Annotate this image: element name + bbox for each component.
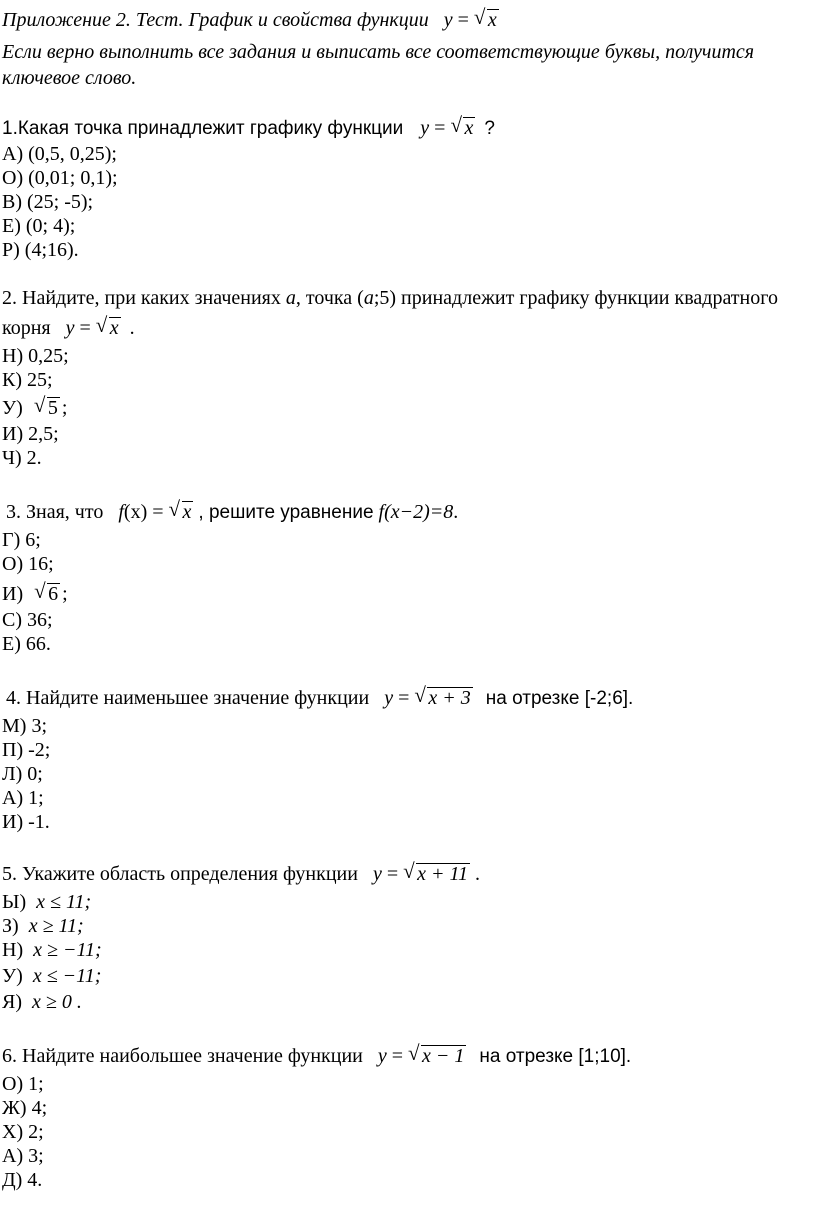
q1-option: Р) (4;16). — [2, 239, 79, 261]
intro-line-1: Если верно выполнить все задания и выписать все соответствующие буквы, получится — [2, 41, 755, 63]
q4-option: А) 1; — [2, 787, 44, 809]
sqrt-symbol: √ 5 — [33, 393, 58, 419]
q6-option: А) 3; — [2, 1145, 44, 1167]
q4-option: М) 3; — [2, 715, 47, 737]
q4-prompt: 4. Найдите наименьшее значение функции y = √ x + 3 на отрезке [-2;6]. — [6, 683, 634, 709]
q4-option: Л) 0; — [2, 763, 43, 785]
sqrt-symbol: √ x + 11 — [403, 859, 468, 885]
sqrt-symbol: √ x + 3 — [414, 683, 471, 709]
q2-option: К) 25; — [2, 369, 53, 391]
q5-formula: y = √ x + 11 — [372, 859, 468, 885]
q3-option: О) 16; — [2, 553, 54, 575]
q5-prompt: 5. Укажите область определения функции y = √ x + 11 . — [2, 859, 480, 885]
q3-option: Е) 66. — [2, 633, 51, 655]
q6-option: Х) 2; — [2, 1121, 44, 1143]
q1-prompt: 1.Какая точка принадлежит графику функции y = √ x ? — [2, 113, 495, 139]
q4-option: П) -2; — [2, 739, 51, 761]
sqrt-symbol: √ x — [168, 497, 192, 523]
q6-option: О) 1; — [2, 1073, 44, 1095]
q3-prompt: 3. Зная, что f(x) = √ x , решите уравнение f(x−2)=8. — [6, 497, 459, 523]
q6-option: Д) 4. — [2, 1169, 43, 1191]
page-title: Приложение 2. Тест. График и свойства функции — [2, 9, 429, 31]
q5-option: У) x ≤ −11; — [2, 965, 102, 987]
q5-option: Н) x ≥ −11; — [2, 939, 102, 961]
q2-prompt-line2: корня y = √ x . — [2, 313, 135, 339]
q2-formula: y = √ x — [65, 313, 119, 339]
q2-prompt-line1: 2. Найдите, при каких значениях a, точка (a;5) принадлежит графику функции квадратного — [2, 287, 778, 309]
q2-option: Н) 0,25; — [2, 345, 69, 367]
q2-option: У) √ 5 ; — [2, 393, 68, 419]
q3-option: Г) 6; — [2, 529, 41, 551]
q4-formula: y = √ x + 3 — [384, 683, 471, 709]
q3-formula: f(x) = √ x — [118, 497, 192, 523]
title-formula: y = √ x — [443, 5, 497, 31]
q1-option: А) (0,5, 0,25); — [2, 143, 117, 165]
sqrt-symbol: √ x − 1 — [408, 1041, 465, 1067]
sqrt-symbol: √ x — [473, 5, 497, 31]
title-line — [2, 5, 499, 32]
q6-formula: y = √ x − 1 — [377, 1041, 465, 1067]
q1-option: В) (25; -5); — [2, 191, 94, 213]
q1-option: О) (0,01; 0,1); — [2, 167, 118, 189]
q1-formula: y = √ x — [420, 113, 474, 139]
q3-option: С) 36; — [2, 609, 53, 631]
q2-option: Ч) 2. — [2, 447, 42, 469]
q6-prompt: 6. Найдите наибольшее значение функции y = √ x − 1 на отрезке [1;10]. — [2, 1041, 632, 1067]
intro-line-2: ключевое слово. — [2, 67, 137, 89]
q5-option: Ы) x ≤ 11; — [2, 891, 92, 913]
q4-option: И) -1. — [2, 811, 50, 833]
sqrt-symbol: √ x — [450, 113, 474, 139]
q5-option: Я) x ≥ 0 . — [2, 991, 82, 1013]
sqrt-symbol: √ 6 — [34, 579, 59, 605]
q6-option: Ж) 4; — [2, 1097, 48, 1119]
q3-option: И) √ 6 ; — [2, 579, 68, 605]
q1-option: Е) (0; 4); — [2, 215, 76, 237]
q2-option: И) 2,5; — [2, 423, 59, 445]
q5-option: З) x ≥ 11; — [2, 915, 84, 937]
sqrt-symbol: √ x — [95, 313, 119, 339]
